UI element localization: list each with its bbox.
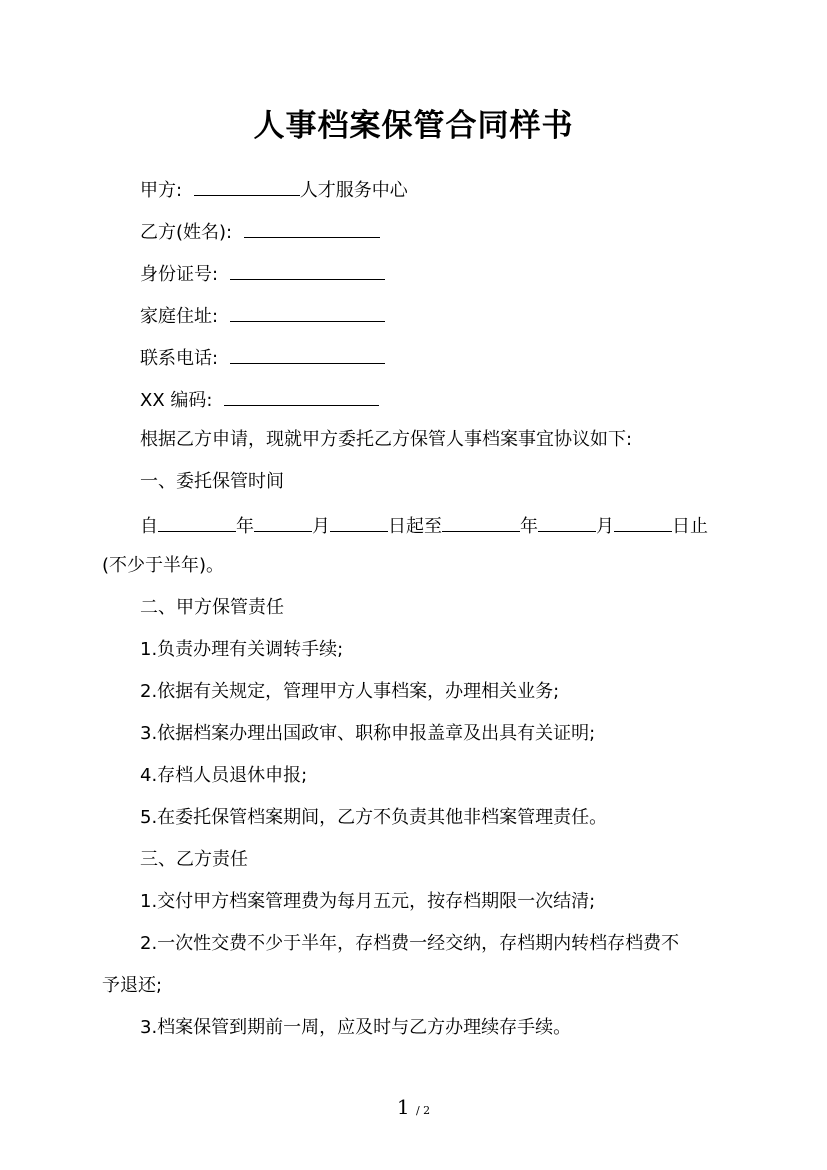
section1-heading: 一、委托保管时间 [140, 471, 284, 492]
year-label: 年 [520, 516, 538, 537]
month-label: 月 [596, 516, 614, 537]
phone-label: 联系电话: [140, 348, 219, 369]
code-line [140, 385, 379, 414]
party-b-blank [244, 217, 380, 238]
id-label: 身份证号: [140, 264, 219, 285]
party-a-blank [194, 175, 300, 196]
id-blank [230, 259, 385, 280]
section2-item: 4.存档人员退休申报; [140, 765, 308, 786]
address-blank [230, 301, 385, 322]
section3-item: 2.一次性交费不少于半年，存档费一经交纳，存档期内转档存档费不 [140, 933, 680, 954]
section2-heading: 二、甲方保管责任 [140, 597, 284, 618]
address-line [140, 301, 385, 330]
day-to-label: 日起至 [388, 516, 442, 537]
party-b-line [140, 217, 380, 246]
month-label: 月 [312, 516, 330, 537]
end-month-blank [538, 511, 596, 532]
id-line [140, 259, 385, 288]
document-title: 人事档案保管合同样书 [253, 108, 574, 144]
section2-item: 5.在委托保管档案期间，乙方不负责其他非档案管理责任。 [140, 807, 608, 828]
phone-line [140, 343, 385, 372]
end-year-blank [442, 511, 520, 532]
intro-paragraph: 根据乙方申请，现就甲方委托乙方保管人事档案事宜协议如下: [140, 429, 633, 450]
page-footer [0, 1094, 827, 1124]
party-a-line [140, 175, 408, 204]
address-label: 家庭住址: [140, 306, 219, 327]
start-month-blank [254, 511, 312, 532]
party-a-label: 甲方: [140, 180, 183, 201]
start-day-blank [330, 511, 388, 532]
code-label: XX 编码: [140, 390, 213, 411]
section2-item: 2.依据有关规定，管理甲方人事档案，办理相关业务; [140, 681, 560, 702]
section3-item: 3.档案保管到期前一周，应及时与乙方办理续存手续。 [140, 1017, 572, 1038]
end-day-blank [614, 511, 672, 532]
date-range-continuation: (不少于半年)。 [102, 555, 225, 576]
section3-item: 1.交付甲方档案管理费为每月五元，按存档期限一次结清; [140, 891, 596, 912]
section2-item: 1.负责办理有关调转手续; [140, 639, 344, 660]
date-range-line [140, 511, 708, 540]
page-number: 1 [396, 1095, 410, 1119]
page-total: / 2 [415, 1104, 431, 1117]
year-label: 年 [236, 516, 254, 537]
phone-blank [230, 343, 385, 364]
section2-item: 3.依据档案办理出国政审、职称申报盖章及出具有关证明; [140, 723, 596, 744]
date-from-label: 自 [140, 516, 158, 537]
section3-item-continuation: 予退还; [102, 975, 163, 996]
start-year-blank [158, 511, 236, 532]
day-end-label: 日止 [672, 516, 708, 537]
party-b-label: 乙方(姓名): [140, 222, 233, 243]
party-a-suffix: 人才服务中心 [299, 180, 408, 201]
section3-heading: 三、乙方责任 [140, 849, 248, 870]
code-blank [224, 385, 379, 406]
